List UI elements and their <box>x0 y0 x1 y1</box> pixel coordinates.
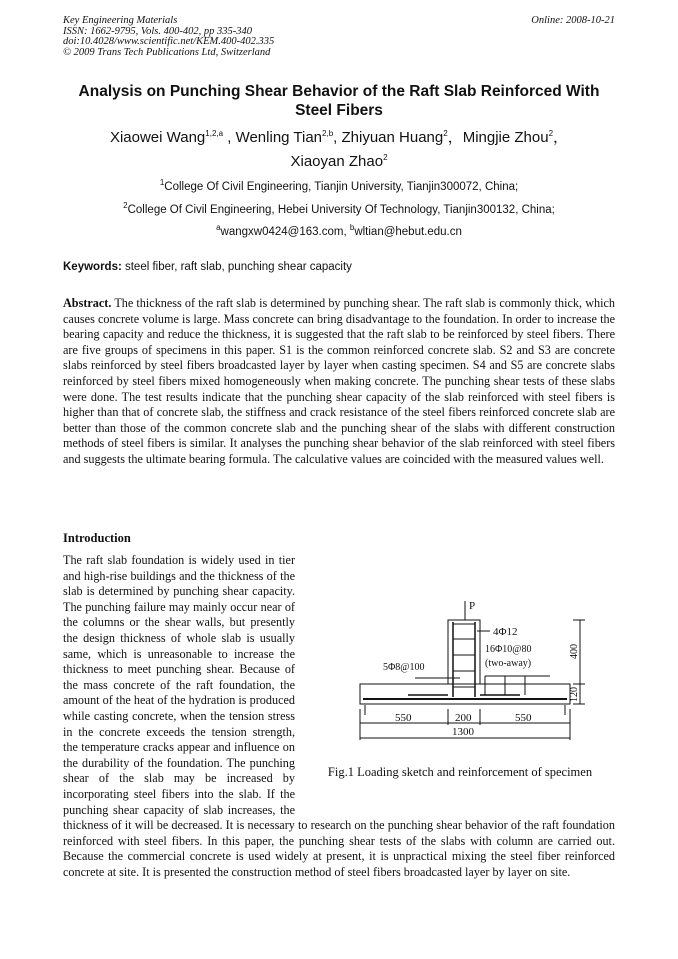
email: wltian@hebut.edu.cn <box>354 226 462 238</box>
loading-sketch <box>305 587 615 762</box>
introduction-text: The raft slab foundation is widely used in tier and high-rise buildings and the thickness of the slab is determined by punching shear capacity. The punching failure may mainly occur near of the columns or the shear walls, but presently the design thickness of whole slab is usually same, which is unreasonable to increase the thickness to meet punching shear. Because of the mass concrete of the raft foundation, the amount of the heat of the hydration is produced while casting concrete, when the tension stress in the concrete exceeds the tension strength, the temperature cracks appear and influence on the durability of the foundation. The punching shear of the slab may be increased by incorporating steel fibers into the slab. If the punching shear capacity of slab increases, the thickness of it will be decreased. It is necessary to research on the punching shear behavior of the raft foundation reinforced with steel fibers. In this paper, the punching shear tests of the slabs with column are carried out. Because the commercial concrete is used widely at present, it is unpractical mixing the steel fiber reinforced concrete at site. It is presented the construction method of steel fibers broadcasted layer by layer on site. <box>63 553 615 879</box>
author-sup: 2 <box>443 129 448 138</box>
author: Wenling Tian <box>235 129 323 146</box>
label-slab-bars: 16Φ10@80 <box>485 644 532 655</box>
email-sup: a <box>216 223 221 233</box>
aff-sup: 1 <box>159 178 165 188</box>
authors: Xiaowei Wang$^{1,2,a}$ , Wenling Tian$^{2,b}$, Zhiyuan Huang$^2$，Mingjie Zhou$^2$， Xiaoyan Zhao$^2$ <box>109 129 569 170</box>
author: Mingjie Zhou <box>462 129 549 146</box>
abstract <box>63 296 615 468</box>
journal-name: Key Engineering Materials <box>63 15 178 26</box>
keywords-text: steel fiber, raft slab, punching shear capacity <box>121 261 352 273</box>
label-column-height: 400 <box>569 644 580 659</box>
doi: doi:10.4028/www.scientific.net/KEM.400-402.335 <box>63 36 275 47</box>
label-slab-bars-note: (two-away) <box>485 658 532 669</box>
keywords <box>63 261 352 273</box>
email: wangxw0424@163.com, <box>220 226 350 238</box>
abstract-label: Abstract. <box>63 296 112 310</box>
author-sup: 1,2,a <box>205 129 224 138</box>
section-heading: Introduction <box>63 531 131 545</box>
keywords-label: Keywords: <box>63 261 122 273</box>
label-span-right: 550 <box>515 712 532 724</box>
figure-1 <box>305 587 615 803</box>
author: Xiaoyan Zhao <box>290 153 384 170</box>
affiliation <box>63 180 615 194</box>
journal-info <box>63 16 274 58</box>
copyright: © 2009 Trans Tech Publications Ltd, Switzerland <box>63 46 271 58</box>
label-span-total: 1300 <box>452 726 474 738</box>
label-span-mid: 200 <box>455 712 472 724</box>
aff-text: College Of Civil Engineering, Tianjin University, Tianjin300072, China; <box>164 181 519 193</box>
emails <box>63 225 615 239</box>
affiliation <box>63 203 615 217</box>
abstract-text: The thickness of the raft slab is determined by punching shear. The raft slab is commonly thick, which causes concrete volume is large. Mass concrete can bring disadvantage to the foundation. In order to increase the bearing capacity and reduce the thickness, it is suggested that the raft slab to be reinforced by steel fibers. There are five groups of specimens in this paper. S1 is the common reinforced concrete slab. S2 and S3 are concrete slabs reinforced by steel fibers broadcasted layer by layer when casting specimen. S4 and S5 are concrete slabs reinforced by steel fibers mixed homogeneously when making concrete. The punching shear tests of these slabs were done. The test results indicate that the punching shear capacity of the slab reinforced with steel fibers is higher than that of concrete slab, the stiffness and crack resistance of the steel fibers reinforced concrete slab are better than those of the common concrete slab and the punching shear of the slabs with different construction methods of steel fibers is similar. It analyses the punching shear behavior of the slab reinforced with steel fibers and suggests the ultimate bearing formula. The calculative values are coincided with the measured values well. <box>63 296 615 466</box>
author: Xiaowei Wang <box>109 129 206 146</box>
label-span-left: 550 <box>395 712 412 724</box>
label-column-bars: 4Φ12 <box>493 626 518 638</box>
paper-title: Analysis on Punching Shear Behavior of the Raft Slab Reinforced With Steel Fibers <box>78 83 600 119</box>
figure-caption: Fig.1 Loading sketch and reinforcement of specimen <box>327 765 593 779</box>
author: Zhiyuan Huang <box>341 129 444 146</box>
introduction-body <box>63 553 615 880</box>
aff-sup: 2 <box>123 201 128 211</box>
author-sup: 2 <box>383 153 388 162</box>
label-stirrups: 5Φ8@100 <box>383 662 425 673</box>
label-slab-height: 120 <box>569 687 580 702</box>
issn: ISSN: 1662-9795, Vols. 400-402, pp 335-340 <box>63 25 252 37</box>
author-sup: 2,b <box>322 129 334 138</box>
label-load: P <box>469 600 476 612</box>
author-sup: 2 <box>548 129 554 138</box>
online-date: Online: 2008-10-21 <box>531 15 615 26</box>
aff-text: College Of Civil Engineering, Hebei University Of Technology, Tianjin300132, China; <box>127 204 555 216</box>
email-sup: b <box>349 223 355 233</box>
